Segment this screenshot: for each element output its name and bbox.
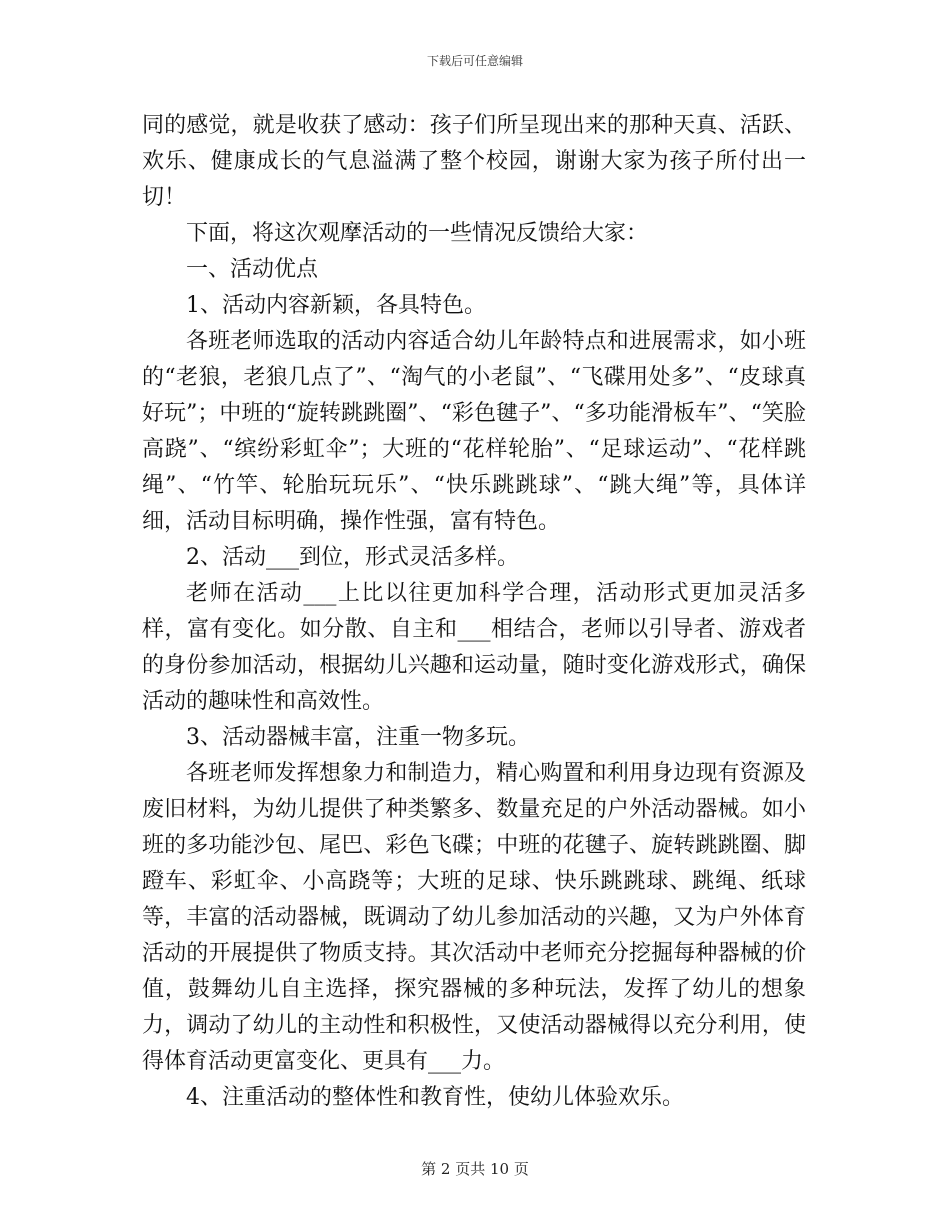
document-body [142, 108, 806, 1116]
paragraph-continuation: 同的感觉，就是收获了感动：孩子们所呈现出来的那种天真、活跃、欢乐、健康成长的气息溢满了整个校园，谢谢大家为孩子所付出一切！ [142, 113, 806, 210]
page-footer: 第 2 页共 10 页 [421, 1160, 529, 1178]
paragraph-intro: 下面，将这次观摩活动的一些情况反馈给大家： [186, 221, 649, 246]
section-heading: 一、活动优点 [186, 257, 319, 282]
subheading-3: 3、活动器械丰富，注重一物多玩。 [186, 725, 530, 750]
paragraph-1: 各班老师选取的活动内容适合幼儿年龄特点和进展需求，如小班的“老狼，老狼几点了”、“淘气的小老鼠”、“飞碟用处多”、“皮球真好玩”；中班的“旋转跳跳圈”、“彩色毽子”、“多功能滑板车”、“笑脸高跷”、“缤纷彩虹伞”；大班的“花样轮胎”、“足球运动”、“花样跳绳”、“竹竿、轮胎玩玩乐”、“快乐跳跳球”、“跳大绳”等，具体详细，活动目标明确，操作性强，富有特色。 [142, 329, 806, 534]
paragraph-2: 老师在活动___上比以往更加科学合理，活动形式更加灵活多样，富有变化。如分散、自主和___相结合，老师以引导者、游戏者的身份参加活动，根据幼儿兴趣和运动量，随时变化游戏形式，确保活动的趣味性和高效性。 [142, 581, 806, 714]
paragraph-3: 各班老师发挥想象力和制造力，精心购置和利用身边现有资源及废旧材料，为幼儿提供了种类繁多、数量充足的户外活动器械。如小班的多功能沙包、尾巴、彩色飞碟；中班的花毽子、旋转跳跳圈、脚蹬车、彩虹伞、小高跷等；大班的足球、快乐跳跳球、跳绳、纸球等，丰富的活动器械，既调动了幼儿参加活动的兴趣，又为户外体育活动的开展提供了物质支持。其次活动中老师充分挖掘每种器械的价值，鼓舞幼儿自主选择，探究器械的多种玩法，发挥了幼儿的想象力，调动了幼儿的主动性和积极性，又使活动器械得以充分利用，使得体育活动更富变化、更具有___力。 [142, 761, 806, 1074]
subheading-1: 1、活动内容新颖，各具特色。 [186, 293, 486, 318]
page-header: 下载后可任意编辑 [426, 54, 523, 68]
subheading-4: 4、注重活动的整体性和教育性，使幼儿体验欢乐。 [186, 1085, 684, 1110]
subheading-2: 2、活动___到位，形式灵活多样。 [186, 545, 519, 570]
